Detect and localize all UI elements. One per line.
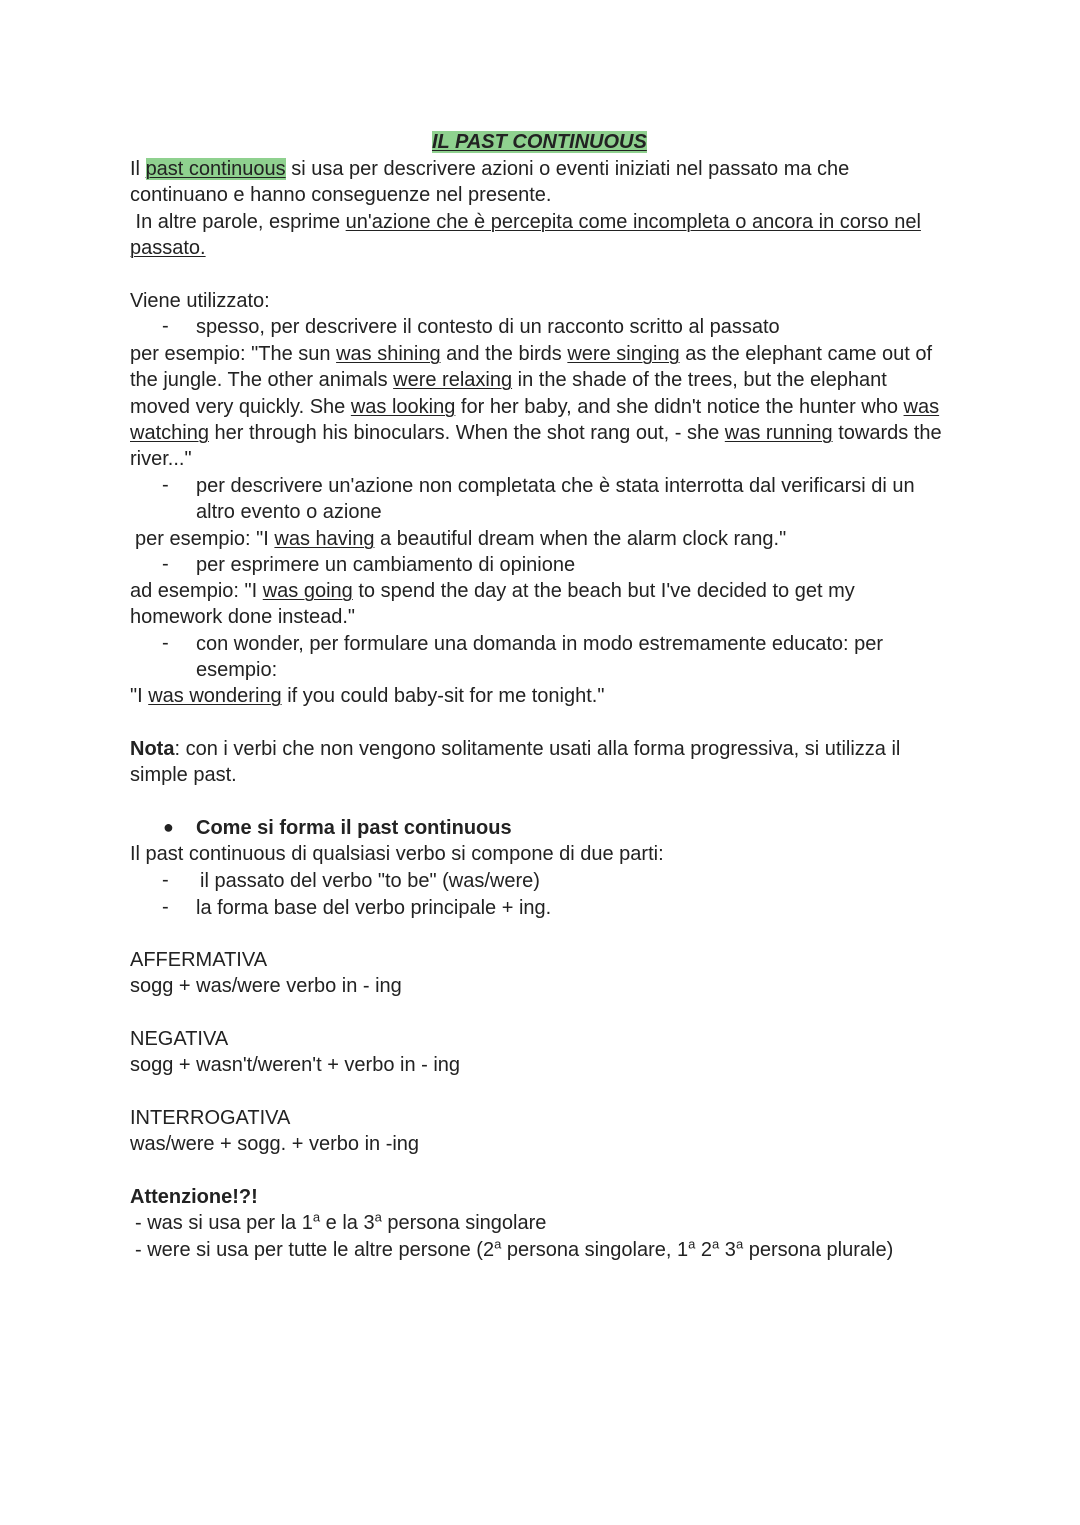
negativa-rule: sogg + wasn't/weren't + verbo in - ing (130, 1054, 461, 1076)
bullet-dash: - (162, 632, 169, 654)
usage-item-2-line-2: altro evento o azione (196, 501, 382, 523)
example-1-line-4: watching her through his binoculars. When the shot rang out, - she was running towards the (130, 422, 942, 444)
interrogativa-label: INTERROGATIVA (130, 1107, 291, 1129)
intro-line-3: In altre parole, esprime un'azione che è percepita come incompleta o ancora in corso nel (130, 211, 921, 233)
attention-line-1: - was si usa per la 1$^a$ e la 3$^a$ persona singolare (135, 1209, 547, 1234)
example-1-line-5: river..." (130, 448, 192, 470)
formation-intro: Il past continuous di qualsiasi verbo si compone di due parti: (130, 843, 664, 865)
example-4: "I was wondering if you could baby-sit for me tonight." (130, 685, 605, 707)
note-line-1: Nota: con i verbi che non vengono solitamente usati alla forma progressiva, si utilizza il (130, 738, 901, 760)
bullet-dot: ● (163, 817, 174, 837)
affermativa-label: AFFERMATIVA (130, 949, 268, 971)
bullet-dash: - (162, 896, 169, 918)
formation-part-1: il passato del verbo "to be" (was/were) (200, 870, 540, 892)
example-1-line-2: the jungle. The other animals were relaxing in the shade of the trees, but the elephant (130, 369, 887, 391)
example-1-line-3: moved very quickly. She was looking for her baby, and she didn't notice the hunter who was (130, 396, 940, 418)
intro-line-2: continuano e hanno conseguenze nel presente. (130, 184, 552, 206)
intro-line-4: passato. (130, 237, 206, 259)
intro-line-1: Il past continuous si usa per descrivere azioni o eventi iniziati nel passato ma che (130, 158, 850, 180)
page-title: IL PAST CONTINUOUS (432, 131, 647, 153)
interrogativa-rule: was/were + sogg. + verbo in -ing (130, 1133, 420, 1155)
usage-item-1: spesso, per descrivere il contesto di un racconto scritto al passato (196, 316, 780, 338)
usage-item-4-line-1: con wonder, per formulare una domanda in modo estremamente educato: per (196, 633, 884, 655)
bullet-dash: - (162, 553, 169, 575)
example-1-line-1: per esempio: "The sun was shining and the birds were singing as the elephant came out of (130, 343, 933, 365)
bullet-dash: - (162, 869, 169, 891)
formation-heading: Come si forma il past continuous (196, 817, 512, 839)
bullet-dash: - (162, 474, 169, 496)
usage-heading: Viene utilizzato: (130, 290, 270, 312)
usage-item-3: per esprimere un cambiamento di opinione (196, 554, 576, 576)
formation-part-2: la forma base del verbo principale + ing. (196, 897, 552, 919)
negativa-label: NEGATIVA (130, 1028, 229, 1050)
attention-line-2: - were si usa per tutte le altre persone (2$^a$ persona singolare, 1$^a$ 2$^a$ 3$^a$ persona plurale) (135, 1236, 894, 1261)
bullet-dash: - (162, 315, 169, 337)
example-3-line-2: homework done instead." (130, 606, 356, 628)
affermativa-rule: sogg + was/were verbo in - ing (130, 975, 402, 997)
note-line-2: simple past. (130, 764, 237, 786)
attention-heading: Attenzione!?! (130, 1186, 258, 1208)
usage-item-4-line-2: esempio: (196, 659, 278, 681)
usage-item-2-line-1: per descrivere un'azione non completata che è stata interrotta dal verificarsi di un (196, 475, 915, 497)
example-3-line-1: ad esempio: "I was going to spend the day at the beach but I've decided to get my (130, 580, 855, 602)
example-2: per esempio: "I was having a beautiful dream when the alarm clock rang." (135, 528, 787, 550)
